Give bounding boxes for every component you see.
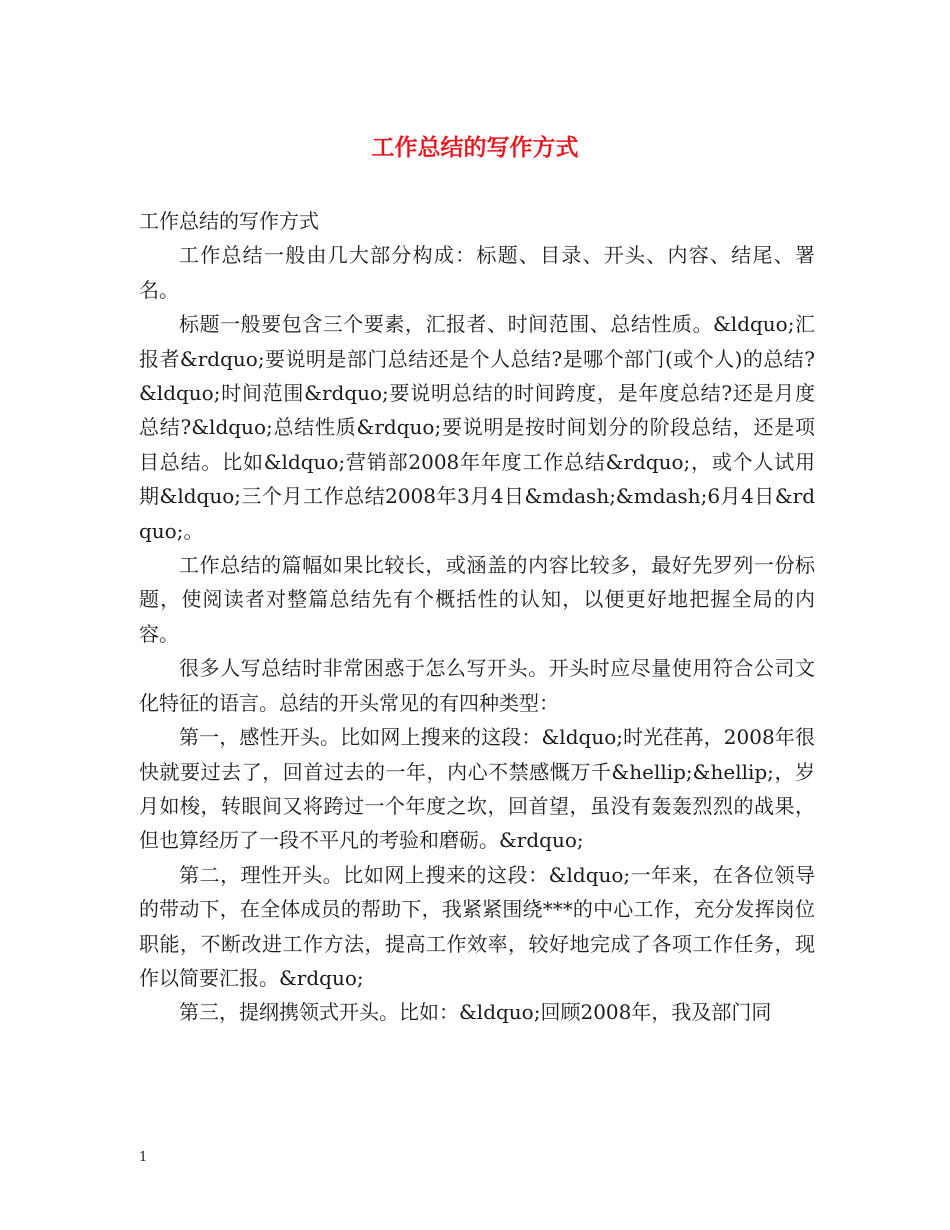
paragraph-outline-opening: 第三，提纲携领式开头。比如：&ldquo;回顾2008年，我及部门同: [179, 1000, 772, 1025]
paragraph-opening: 很多人写总结时非常困惑于怎么写开头。开头时应尽量使用符合公司文化特征的语言。总结的开头常见的有四种类型：: [139, 656, 815, 715]
paragraph-rational-opening: 第二，理性开头。比如网上搜来的这段：&ldquo;一年来，在各位领导的带动下，在全体成员的帮助下，我紧紧围绕***的中心工作，充分发挥岗位职能，不断改进工作方法，提高工作效率，较好地完成了各项工作任务，现作以简要汇报。&rdquo;: [139, 862, 815, 990]
section-heading: 工作总结的写作方式: [139, 209, 319, 233]
document-title: 工作总结的写作方式: [371, 134, 579, 161]
page-number: 1: [139, 1150, 148, 1165]
paragraph-title-elements: 标题一般要包含三个要素，汇报者、时间范围、总结性质。&ldquo;汇报者&rdquo;要说明是部门总结还是个人总结?是哪个部门(或个人)的总结?&ldquo;时间范围&rdquo;要说明总结的时间跨度，是年度总结?还是月度总结?&ldquo;总结性质&rdquo;要说明是按时间划分的阶段总结，还是项目总结。比如&ldquo;营销部2008年年度工作总结&rdquo;，或个人试用期&ldquo;三个月工作总结2008年3月4日&mdash;&mdash;6月4日&rdquo;。: [139, 312, 815, 543]
document-body: [139, 204, 815, 1030]
paragraph-emotional-opening: 第一，感性开头。比如网上搜来的这段：&ldquo;时光荏苒，2008年很快就要过去了，回首过去的一年，内心不禁感慨万千&hellip;&hellip;，岁月如梭，转眼间又将跨过一个年度之坎，回首望，虽没有轰轰烈烈的战果，但也算经历了一段不平凡的考验和磨砺。&rdquo;: [139, 725, 815, 853]
paragraph-structure: 工作总结一般由几大部分构成：标题、目录、开头、内容、结尾、署名。: [139, 243, 815, 302]
paragraph-outline: 工作总结的篇幅如果比较长，或涵盖的内容比较多，最好先罗列一份标题，使阅读者对整篇总结先有个概括性的认知，以便更好地把握全局的内容。: [139, 553, 815, 646]
